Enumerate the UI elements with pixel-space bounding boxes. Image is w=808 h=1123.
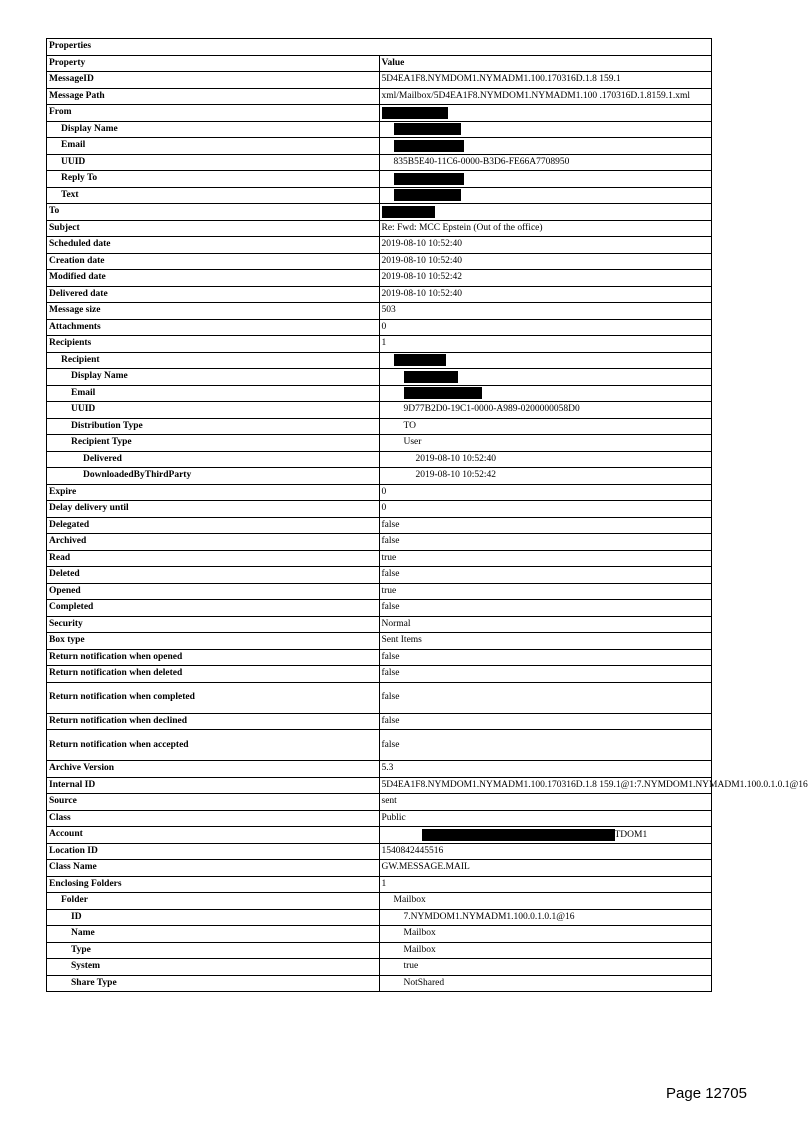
table-row (47, 253, 712, 270)
table-row (47, 385, 712, 402)
redaction-block (382, 107, 448, 119)
row-value: 2019-08-10 10:52:40 (379, 253, 712, 270)
row-label: Account (47, 827, 380, 844)
table-title-row (47, 39, 712, 56)
redaction-block (404, 387, 482, 399)
row-label: Share Type (47, 975, 380, 992)
row-value: 2019-08-10 10:52:40 (379, 237, 712, 254)
table-row (47, 501, 712, 518)
table-row (47, 517, 712, 534)
row-value-text: 835B5E40-11C6-0000-B3D6-FE66A7708950 (393, 156, 570, 167)
redaction-block (394, 123, 461, 135)
row-label: Class Name (47, 860, 380, 877)
row-label: Read (47, 550, 380, 567)
row-value (379, 369, 712, 386)
row-value (379, 418, 712, 435)
row-label: System (47, 959, 380, 976)
row-value: 503 (379, 303, 712, 320)
table-row (47, 402, 712, 419)
row-value (379, 171, 712, 188)
table-row (47, 567, 712, 584)
row-label: Email (47, 138, 380, 155)
row-value: 2019-08-10 10:52:40 (379, 286, 712, 303)
row-value: 0 (379, 501, 712, 518)
properties-table (46, 38, 808, 992)
table-row (47, 154, 712, 171)
row-value: 0 (379, 319, 712, 336)
row-value-text: Mailbox (403, 944, 436, 955)
row-label: Modified date (47, 270, 380, 287)
row-label: Name (47, 926, 380, 943)
row-label: Distribution Type (47, 418, 380, 435)
row-value: false (379, 713, 712, 730)
table-row (47, 451, 712, 468)
table-row (47, 220, 712, 237)
table-row (47, 418, 712, 435)
table-row (47, 843, 712, 860)
row-label: Text (47, 187, 380, 204)
row-value (379, 121, 712, 138)
table-row (47, 761, 712, 778)
table-row (47, 352, 712, 369)
table-row (47, 435, 712, 452)
table-row (47, 171, 712, 188)
row-label: Opened (47, 583, 380, 600)
row-value: true (379, 583, 712, 600)
table-row (47, 909, 712, 926)
table-row (47, 550, 712, 567)
row-value: false (379, 666, 712, 683)
row-value-text: true (403, 961, 419, 972)
row-value (379, 451, 712, 468)
row-label: Recipient (47, 352, 380, 369)
row-label: Archived (47, 534, 380, 551)
row-value-text: 9D77B2D0-19C1-0000-A989-0200000058D0 (403, 404, 580, 415)
row-value: 5D4EA1F8.NYMDOM1.NYMADM1.100.170316D.1.8 159.1 (379, 72, 712, 89)
table-row (47, 860, 712, 877)
table-row (47, 204, 712, 221)
row-value (379, 468, 712, 485)
row-label: Delay delivery until (47, 501, 380, 518)
row-label: Recipient Type (47, 435, 380, 452)
row-value: 0 (379, 484, 712, 501)
table-row (47, 794, 712, 811)
row-label: Return notification when declined (47, 713, 380, 730)
row-label: Expire (47, 484, 380, 501)
row-label: Delivered date (47, 286, 380, 303)
table-row (47, 303, 712, 320)
row-value: 1540842445516 (379, 843, 712, 860)
table-row (47, 666, 712, 683)
row-value (379, 385, 712, 402)
row-value: 2019-08-10 10:52:42 (379, 270, 712, 287)
redaction-block (394, 140, 464, 152)
table-row (47, 616, 712, 633)
row-value: false (379, 567, 712, 584)
row-label: Delegated (47, 517, 380, 534)
row-value (379, 352, 712, 369)
table-row (47, 270, 712, 287)
row-label: Deleted (47, 567, 380, 584)
row-value: Re: Fwd: MCC Epstein (Out of the office) (379, 220, 712, 237)
row-value: Sent Items (379, 633, 712, 650)
redaction-block (422, 829, 615, 841)
row-value: 1 (379, 336, 712, 353)
row-value (379, 827, 712, 844)
row-value-text: User (403, 437, 422, 448)
table-row (47, 286, 712, 303)
table-row (47, 105, 712, 122)
row-value (379, 959, 712, 976)
table-row (47, 713, 712, 730)
row-label: Box type (47, 633, 380, 650)
row-label: ID (47, 909, 380, 926)
row-value: true (379, 550, 712, 567)
table-row (47, 633, 712, 650)
redaction-block (394, 173, 464, 185)
table-row (47, 534, 712, 551)
row-value (379, 154, 712, 171)
row-label: Return notification when deleted (47, 666, 380, 683)
row-value-text: NotShared (403, 977, 445, 988)
row-value-text: TO (403, 420, 416, 431)
row-label: Recipients (47, 336, 380, 353)
row-label: Creation date (47, 253, 380, 270)
row-value (379, 204, 712, 221)
row-label: Attachments (47, 319, 380, 336)
row-value: false (379, 730, 712, 761)
row-label: Scheduled date (47, 237, 380, 254)
table-row (47, 600, 712, 617)
row-value-text: 7.NYMDOM1.NYMADM1.100.0.1.0.1@16 (403, 911, 575, 922)
row-label: Subject (47, 220, 380, 237)
table-row (47, 926, 712, 943)
row-value: false (379, 682, 712, 713)
row-label: DownloadedByThirdParty (47, 468, 380, 485)
row-value (379, 926, 712, 943)
row-label: Return notification when completed (47, 682, 380, 713)
row-label: Class (47, 810, 380, 827)
row-value: 1 (379, 876, 712, 893)
table-row (47, 72, 712, 89)
table-row (47, 237, 712, 254)
row-value: false (379, 534, 712, 551)
table-row (47, 187, 712, 204)
row-value-text: TDOM1 (614, 829, 648, 840)
table-row (47, 468, 712, 485)
row-label: Message size (47, 303, 380, 320)
row-value: 5D4EA1F8.NYMDOM1.NYMADM1.100.170316D.1.8 159.1@1:7.NYMDOM1.NYMADM1.100.0.1.0.1@16 (379, 777, 712, 794)
redaction-block (382, 206, 435, 218)
value-column-header: Value (379, 55, 712, 72)
table-row (47, 959, 712, 976)
row-value (379, 105, 712, 122)
row-label: Display Name (47, 369, 380, 386)
row-label: Email (47, 385, 380, 402)
row-label: Completed (47, 600, 380, 617)
row-value-text: Mailbox (393, 895, 426, 906)
table-row (47, 810, 712, 827)
row-value (379, 893, 712, 910)
table-row (47, 336, 712, 353)
row-label: UUID (47, 154, 380, 171)
table-row (47, 121, 712, 138)
row-value: sent (379, 794, 712, 811)
row-label: Reply To (47, 171, 380, 188)
row-label: Return notification when opened (47, 649, 380, 666)
row-value: 5.3 (379, 761, 712, 778)
row-label: From (47, 105, 380, 122)
row-value-text: 2019-08-10 10:52:42 (415, 470, 496, 481)
redaction-block (394, 189, 461, 201)
row-value (379, 909, 712, 926)
table-row (47, 777, 712, 794)
table-row (47, 876, 712, 893)
row-value: false (379, 517, 712, 534)
table-row (47, 88, 712, 105)
table-row (47, 138, 712, 155)
row-label: Folder (47, 893, 380, 910)
table-row (47, 827, 712, 844)
row-label: Delivered (47, 451, 380, 468)
page-number: Page 12705 (666, 1085, 747, 1102)
row-label: Display Name (47, 121, 380, 138)
table-row (47, 649, 712, 666)
column-header-row (47, 55, 712, 72)
table-row (47, 369, 712, 386)
table-row (47, 730, 712, 761)
redaction-block (404, 371, 458, 383)
row-label: Type (47, 942, 380, 959)
row-value: false (379, 649, 712, 666)
row-value (379, 187, 712, 204)
row-value: Public (379, 810, 712, 827)
row-label: MessageID (47, 72, 380, 89)
row-value: xml/Mailbox/5D4EA1F8.NYMDOM1.NYMADM1.100 .170316D.1.8159.1.xml (379, 88, 712, 105)
table-row (47, 975, 712, 992)
row-label: To (47, 204, 380, 221)
row-label: UUID (47, 402, 380, 419)
row-value (379, 138, 712, 155)
table-row (47, 484, 712, 501)
row-value-text: 2019-08-10 10:52:40 (415, 453, 496, 464)
row-label: Enclosing Folders (47, 876, 380, 893)
row-label: Location ID (47, 843, 380, 860)
row-value (379, 942, 712, 959)
table-row (47, 893, 712, 910)
table-row (47, 682, 712, 713)
table-title: Properties (47, 39, 712, 56)
row-label: Source (47, 794, 380, 811)
table-row (47, 942, 712, 959)
row-value: Normal (379, 616, 712, 633)
row-label: Return notification when accepted (47, 730, 380, 761)
row-value: GW.MESSAGE.MAIL (379, 860, 712, 877)
row-value: false (379, 600, 712, 617)
row-value (379, 435, 712, 452)
row-label: Internal ID (47, 777, 380, 794)
row-value-text: Mailbox (403, 928, 436, 939)
row-value (379, 402, 712, 419)
row-value (379, 975, 712, 992)
table-row (47, 319, 712, 336)
row-label: Security (47, 616, 380, 633)
redaction-block (394, 354, 446, 366)
row-label: Message Path (47, 88, 380, 105)
row-label: Archive Version (47, 761, 380, 778)
table-row (47, 583, 712, 600)
property-column-header: Property (47, 55, 380, 72)
